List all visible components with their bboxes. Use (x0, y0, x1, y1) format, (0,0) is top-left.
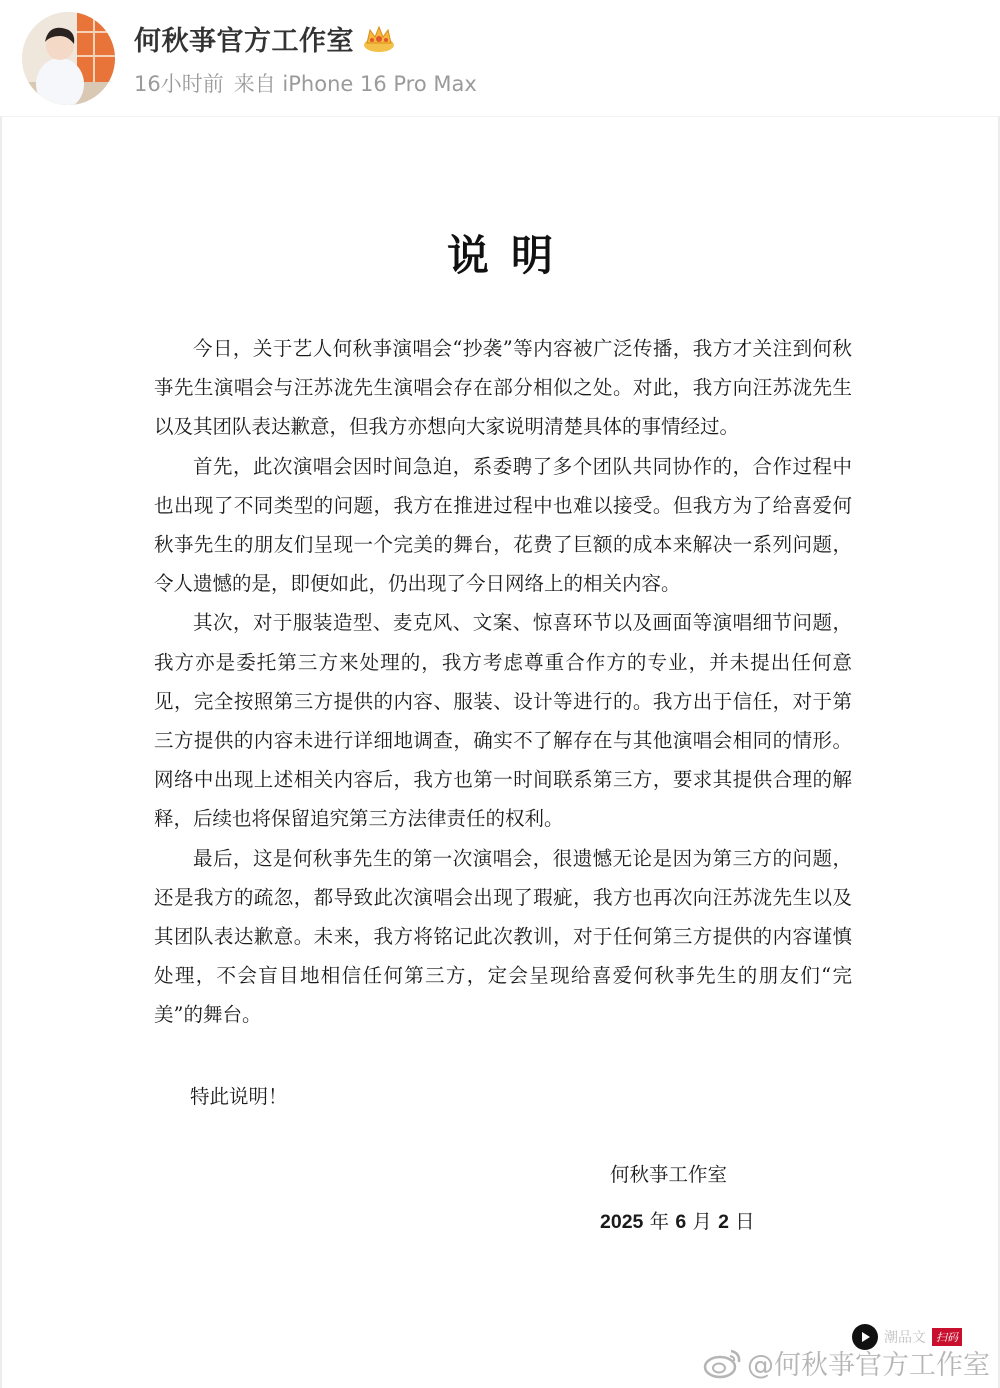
watermark-handle: @何秋亊官方工作室 (747, 1350, 990, 1381)
post-time: 16小时前 (134, 72, 224, 96)
weibo-logo-icon (703, 1347, 743, 1379)
document-body (154, 329, 852, 1035)
crown-badge-icon[interactable] (362, 23, 396, 53)
date-month-unit: 月 (692, 1210, 712, 1233)
document-title: 说明 (446, 231, 575, 280)
document-signature: 何秋亊工作室 (610, 1163, 728, 1186)
date-day-unit: 日 (735, 1210, 755, 1233)
paragraph: 今日，关于艺人何秋亊演唱会“抄袭”等内容被广泛传播，我方才关注到何秋亊先生演唱会与汪苏泷先生演唱会存在部分相似之处。对此，我方向汪苏泷先生以及其团队表达歉意，但我方亦想向大家说明清楚具体的事情经过。 (154, 337, 852, 439)
post-header (0, 0, 1000, 116)
document-closing: 特此说明！ (190, 1085, 288, 1108)
avatar[interactable] (22, 12, 115, 105)
post-meta (134, 68, 477, 98)
username[interactable]: 何秋亊官方工作室 (134, 25, 354, 57)
date-month: 6 (675, 1211, 687, 1233)
paragraph: 最后，这是何秋亊先生的第一次演唱会，很遗憾无论是因为第三方的问题，还是我方的疏忽，都导致此次演唱会出现了瑕疵，我方也再次向汪苏泷先生以及其团队表达歉意。未来，我方将铭记此次教训，对于任何第三方提供的内容谨慎处理，不会盲目地相信任何第三方，定会呈现给喜爱何秋亊先生的朋友们“完美”的舞台。 (154, 846, 852, 1027)
document-date (600, 1206, 755, 1234)
date-day: 2 (718, 1211, 729, 1233)
watermark-small-text: 潮品文 (884, 1330, 926, 1346)
date-year: 2025 (600, 1211, 644, 1233)
post-source: 来自 iPhone 16 Pro Max (233, 72, 477, 96)
weibo-watermark (703, 1343, 990, 1382)
paragraph: 首先，此次演唱会因时间急迫，系委聘了多个团队共同协作的，合作过程中也出现了不同类型的问题，我方在推进过程中也难以接受。但我方为了给喜爱何秋亊先生的朋友们呈现一个完美的舞台，花费了巨额的成本来解决一系列问题，令人遗憾的是，即便如此，仍出现了今日网络上的相关内容。 (154, 454, 852, 596)
statement-image[interactable] (0, 116, 1000, 1388)
paragraph: 其次，对于服装造型、麦克风、文案、惊喜环节以及画面等演唱细节问题，我方亦是委托第三方来处理的，我方考虑尊重合作方的专业，并未提出任何意见，完全按照第三方提供的内容、服装、设计等进行的。我方出于信任，对于第三方提供的内容未进行详细地调查，确实不了解存在与其他演唱会相同的情形。网络中出现上述相关内容后，我方也第一时间联系第三方，要求其提供合理的解释，后续也将保留追究第三方法律责任的权利。 (154, 611, 852, 831)
date-year-unit: 年 (649, 1210, 670, 1233)
watermark-tag: 扫码 (932, 1328, 962, 1346)
